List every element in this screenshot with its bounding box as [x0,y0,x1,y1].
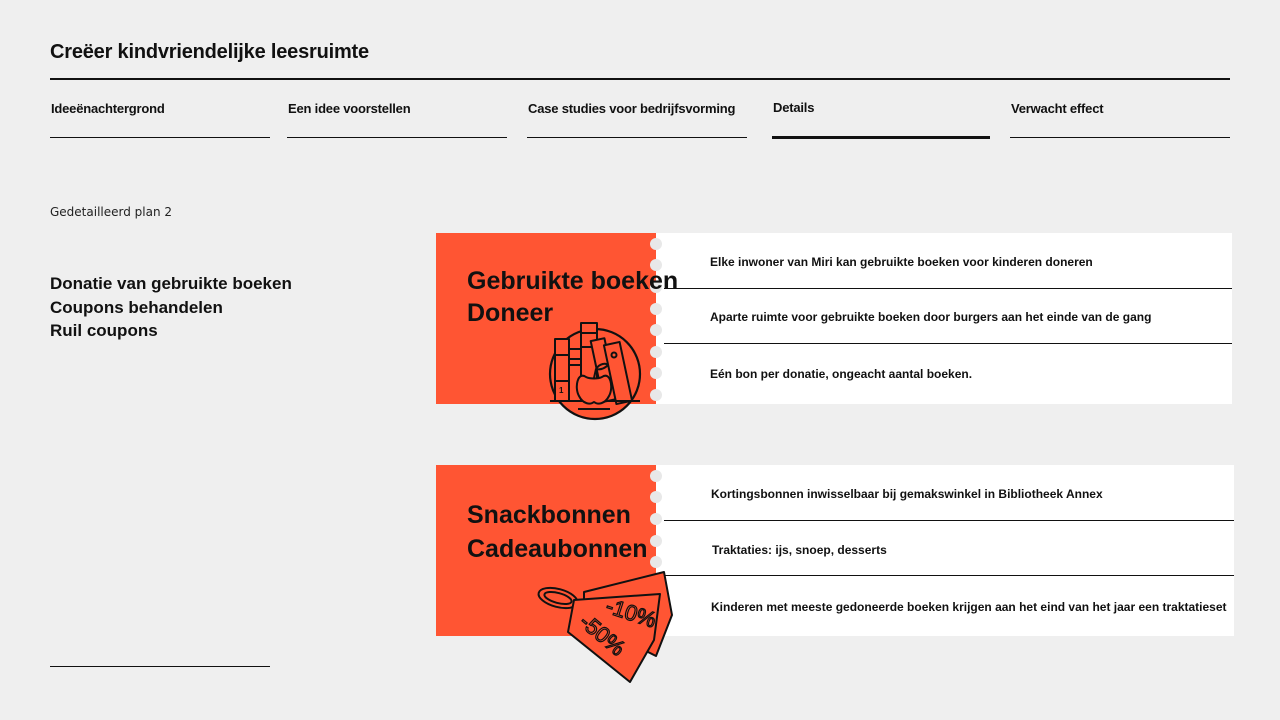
tab-label: Case studies voor bedrijfsvorming [528,101,736,116]
bottom-divider [50,666,270,667]
summary-item: Coupons behandelen [50,297,223,317]
summary-item: Ruil coupons [50,321,158,340]
tab-underline [287,137,507,138]
tab-verwacht-effect[interactable] [1010,100,1230,140]
perforation-dot [650,238,662,250]
detail-row-text: Kortingsbonnen inwisselbaar bij gemakswinkel in Bibliotheek Annex [711,487,1103,501]
row-divider [664,288,1232,289]
card-heading [467,265,678,329]
tab-label: Details [773,100,815,115]
title-divider [50,78,1230,80]
svg-text:1: 1 [559,386,564,395]
discount-tags-icon [534,570,674,690]
perforation-dot [650,491,662,503]
card-heading-line2: Doneer [467,299,554,327]
card-heading-line2: Cadeaubonnen [467,535,648,563]
page-title: Creëer kindvriendelijke leesruimte [50,41,369,63]
ticket-card-book-donation [436,233,1232,404]
svg-text:-50%: -50% [574,608,631,661]
perforation-dot [650,556,662,568]
tab-label: Ideeënachtergrond [51,101,165,116]
perforation-dot [650,470,662,482]
tab-underline [527,137,747,138]
tab-case-studies[interactable] [527,100,747,140]
perforation-dot [650,535,662,547]
card-heading-line1: Snackbonnen [467,501,631,529]
section-subtitle: Gedetailleerd plan 2 [50,205,173,219]
detail-row-text: Kinderen met meeste gedoneerde boeken krijgen aan het eind van het jaar een traktatieset [711,600,1227,614]
perforation-dot [650,513,662,525]
books-apple-icon [548,321,642,421]
tab-underline [50,137,270,138]
tab-label: Verwacht effect [1011,101,1104,116]
ticket-card-vouchers [436,465,1234,661]
tab-details[interactable] [772,99,990,139]
detail-row-text: Aparte ruimte voor gebruikte boeken door burgers aan het einde van de gang [710,310,1152,324]
perforation-dot [650,346,662,358]
svg-text:-10%: -10% [602,593,660,633]
card-heading [467,499,648,565]
summary-item: Donatie van gebruikte boeken [50,274,292,293]
tab-een-idee-voorstellen[interactable] [287,100,507,140]
row-divider [664,575,1234,576]
plan-summary-list [50,272,292,343]
perforation-dot [650,389,662,401]
tab-underline-active [772,136,990,139]
detail-row-text: Eén bon per donatie, ongeacht aantal boeken. [710,367,973,381]
row-divider [664,520,1234,521]
tab-underline [1010,137,1230,138]
row-divider [664,343,1232,344]
tab-label: Een idee voorstellen [288,101,411,116]
card-heading-line1: Gebruikte boeken [467,267,679,295]
detail-row-text: Elke inwoner van Miri kan gebruikte boeken voor kinderen doneren [710,255,1093,269]
detail-row-text: Traktaties: ijs, snoep, desserts [712,543,887,557]
perforation-dot [650,367,662,379]
tab-ideeenachtergrond[interactable] [50,100,270,140]
